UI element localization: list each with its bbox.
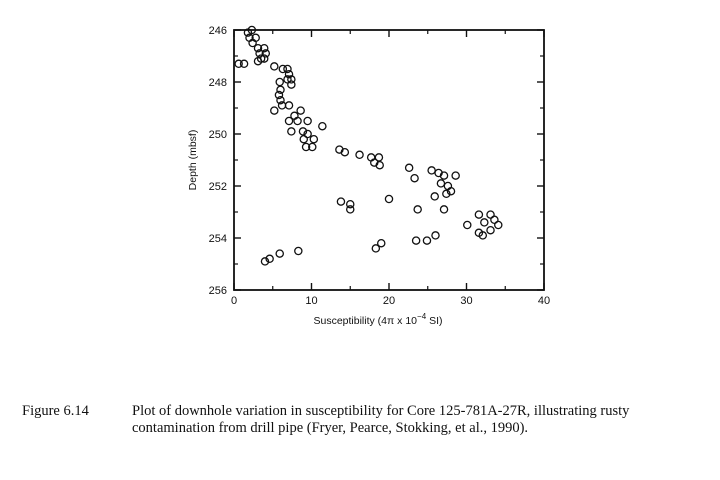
data-point xyxy=(452,172,459,179)
x-tick-label: 30 xyxy=(460,295,473,307)
data-point xyxy=(431,193,438,200)
data-point xyxy=(414,206,421,213)
figure-label: Figure 6.14 xyxy=(22,403,89,419)
data-point xyxy=(285,102,292,109)
data-point xyxy=(481,219,488,226)
y-tick-label: 248 xyxy=(208,77,227,89)
data-point xyxy=(411,175,418,182)
data-point xyxy=(319,123,326,130)
data-point xyxy=(276,78,283,85)
x-axis-title: Susceptibility (4π x $10^{-4}$ SI) xyxy=(313,312,443,327)
data-point xyxy=(347,206,354,213)
y-tick-label: 250 xyxy=(208,129,227,141)
data-point xyxy=(297,107,304,114)
data-point xyxy=(271,107,278,114)
data-point xyxy=(406,164,413,171)
figure-caption xyxy=(22,403,702,437)
x-tick-label: 0 xyxy=(230,295,238,307)
x-tick-label: 20 xyxy=(382,295,396,307)
data-point xyxy=(356,151,363,158)
data-point xyxy=(304,117,311,124)
tick-labels xyxy=(209,25,550,307)
data-point xyxy=(240,60,247,67)
x-tick-label: 40 xyxy=(537,295,551,307)
axis-ticks xyxy=(234,30,544,290)
data-point xyxy=(288,81,295,88)
data-point xyxy=(437,180,444,187)
figure-caption-text: Plot of downhole variation in susceptibility for Core 125-781A-27R, illustrating rusty contamination from drill pipe (Fryer, Pearce, Stokking, et al., 1990). xyxy=(132,403,630,436)
data-point xyxy=(440,206,447,213)
data-point xyxy=(271,63,278,70)
y-tick-label: 256 xyxy=(208,285,227,297)
data-points xyxy=(235,26,502,265)
data-point xyxy=(423,237,430,244)
y-axis-title: Depth (mbsf) xyxy=(187,129,199,191)
data-point xyxy=(288,128,295,135)
y-tick-label: 252 xyxy=(208,181,227,193)
x-tick-label: 10 xyxy=(305,295,318,307)
data-point xyxy=(428,167,435,174)
data-point xyxy=(464,221,471,228)
data-point xyxy=(285,117,292,124)
data-point xyxy=(475,211,482,218)
plot-frame xyxy=(234,30,544,290)
data-point xyxy=(487,227,494,234)
data-point xyxy=(295,247,302,254)
data-point xyxy=(495,221,502,228)
data-point xyxy=(432,232,439,239)
y-tick-label: 246 xyxy=(208,25,227,37)
data-point xyxy=(337,198,344,205)
data-point xyxy=(372,245,379,252)
data-point xyxy=(276,250,283,257)
data-point xyxy=(413,237,420,244)
y-tick-label: 254 xyxy=(208,233,227,245)
data-point xyxy=(385,195,392,202)
data-point xyxy=(300,136,307,143)
data-point xyxy=(310,136,317,143)
